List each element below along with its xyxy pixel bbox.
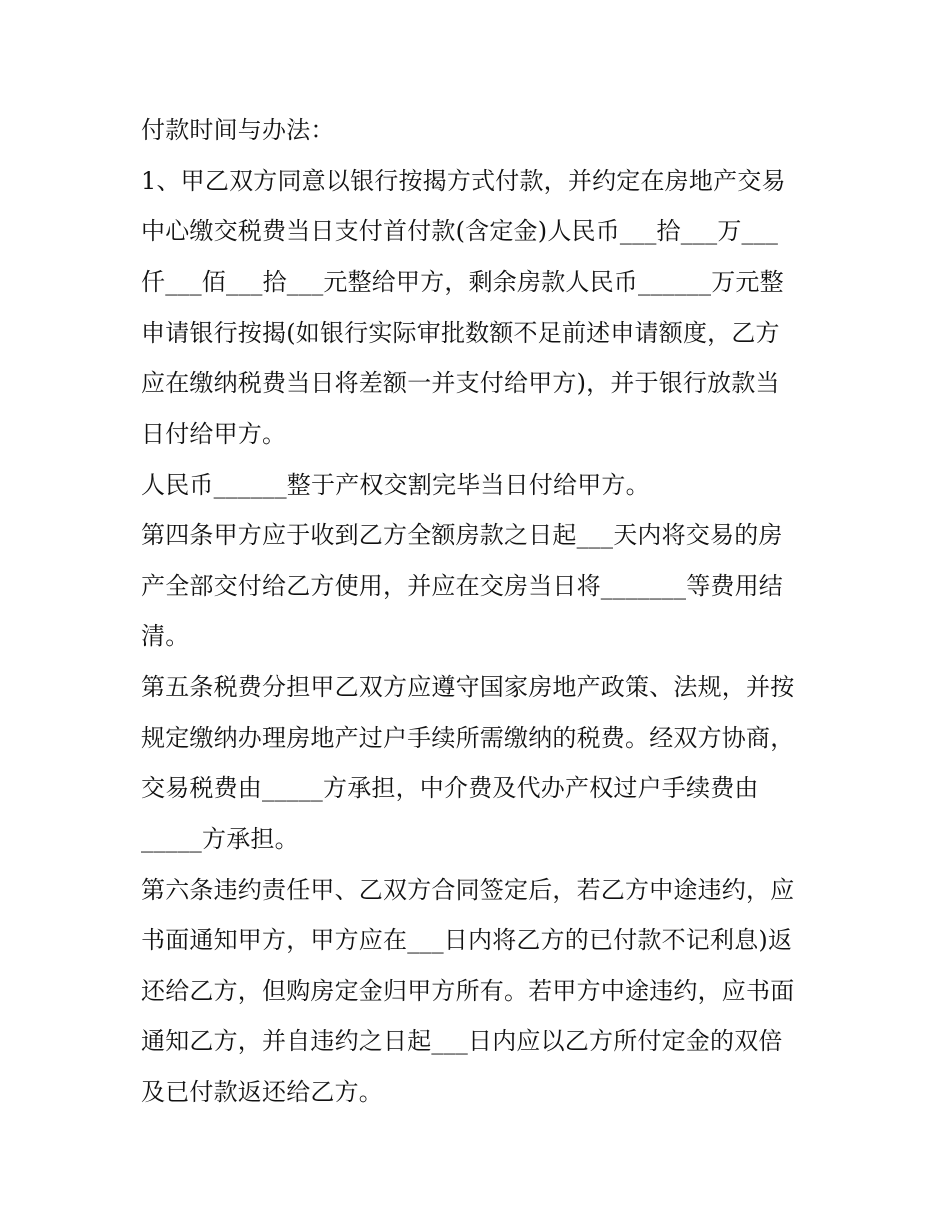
text-line: 第六条违约责任甲、乙双方合同签定后，若乙方中途违约，应 (141, 876, 795, 904)
text-line: 付款时间与办法： (141, 116, 335, 144)
text-line: 日付给甲方。 (141, 420, 287, 448)
text-line: 及已付款返还给乙方。 (141, 1078, 383, 1106)
text-line: 第五条税费分担甲乙双方应遵守国家房地产政策、法规，并按 (141, 673, 795, 701)
text-line: _____方承担。 (141, 825, 299, 853)
text-line: 申请银行按揭(如银行实际审批数额不足前述申请额度，乙方 (141, 319, 780, 347)
text-line: 第四条甲方应于收到乙方全额房款之日起___天内将交易的房 (141, 521, 783, 549)
text-line: 书面通知甲方，甲方应在___日内将乙方的已付款不记利息)返 (141, 926, 793, 954)
text-line: 中心缴交税费当日支付首付款(含定金)人民币___拾___万___ (141, 217, 779, 245)
text-line: 通知乙方，并自违约之日起___日内应以乙方所付定金的双倍 (141, 1027, 783, 1055)
text-line: 产全部交付给乙方使用，并应在交房当日将_______等费用结 (141, 572, 783, 600)
text-line: 仟___佰___拾___元整给甲方，剩余房款人民币______万元整 (141, 268, 784, 296)
text-line: 应在缴纳税费当日将差额一并支付给甲方)，并于银行放款当 (141, 369, 780, 397)
text-line: 清。 (141, 622, 190, 650)
text-line: 规定缴纳办理房地产过户手续所需缴纳的税费。经双方协商， (141, 724, 795, 752)
text-line: 1、甲乙双方同意以银行按揭方式付款，并约定在房地产交易 (141, 167, 786, 195)
text-line: 交易税费由_____方承担，中介费及代办产权过户手续费由 (141, 774, 759, 802)
text-line: 还给乙方，但购房定金归甲方所有。若甲方中途违约，应书面 (141, 977, 795, 1005)
text-line: 人民币______整于产权交割完毕当日付给甲方。 (141, 471, 650, 499)
